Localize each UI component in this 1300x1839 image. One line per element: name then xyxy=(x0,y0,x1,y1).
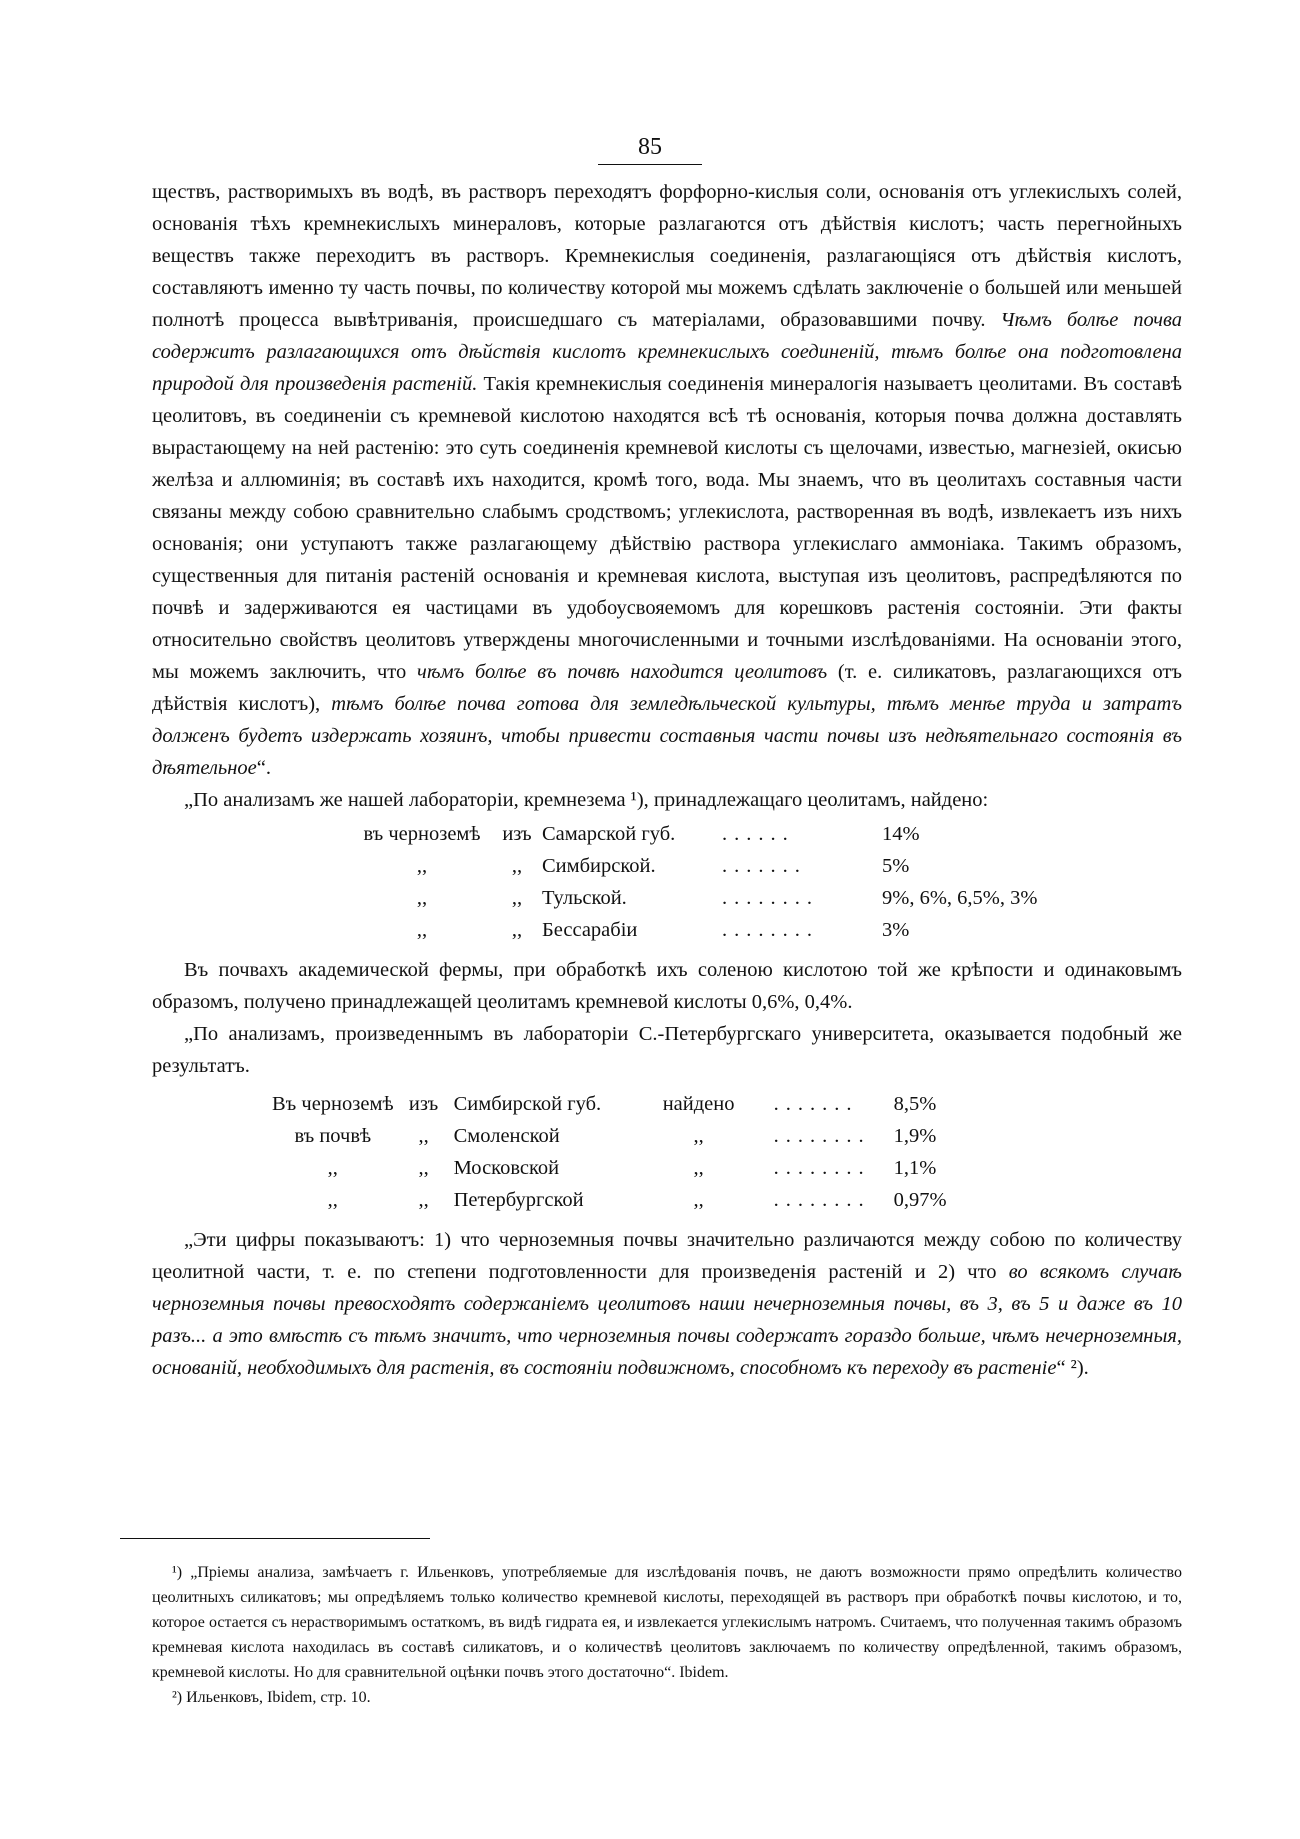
paragraph xyxy=(152,784,1182,816)
table-zeolite-silica-lab xyxy=(352,818,1142,946)
table-cell-val: 0,97% xyxy=(893,1189,947,1211)
footnotes xyxy=(152,1560,1182,1710)
table-cell-val: 3% xyxy=(882,919,910,941)
table-cell-val: 1,9% xyxy=(893,1125,937,1147)
table-cell-c1: ,, xyxy=(327,1157,338,1179)
footnote: ¹) „Пріемы анализа, замѣчаетъ г. Ильенковъ, употребляемые для изслѣдованія почвъ, не даютъ возможности прямо опредѣлить количество цеолитныхъ силикатовъ; мы опредѣляемъ только количество кремневой кислоты, переходящей въ растворъ при обработкѣ почвы кислотою, и то, которое остается съ нерастворимымъ остаткомъ, въ видѣ гидрата ея, и извлекается углекислымъ натромъ. Считаемъ, что полученная такимъ образомъ кремневая кислота находилась въ составѣ силикатовъ, и о количествѣ цеолитовъ заключаемъ по количеству опредѣленной, такимъ образомъ, кремневой кислоты. Но для сравнительной оцѣнки почвъ этого достаточно“. Ibidem. xyxy=(152,1564,1182,1681)
text-run: „Эти цифры показываютъ: 1) что черноземныя почвы значительно различаются между собою по количеству цеолитной части, т. е. по степени подготовленности для произведенія растеній и 2) что xyxy=(152,1229,1182,1283)
table-cell-c1: въ почвѣ xyxy=(294,1125,372,1147)
footnote-rule xyxy=(120,1538,430,1539)
table-cell-c3: Смоленской xyxy=(453,1125,560,1147)
table-cell-c2: ,, xyxy=(418,1157,429,1179)
table-cell-c2: ,, xyxy=(418,1125,429,1147)
table-cell-c2: ,, xyxy=(511,887,523,909)
table-cell-c2: ,, xyxy=(418,1189,429,1211)
footnote: ²) Ильенковъ, Ibidem, стр. 10. xyxy=(172,1689,371,1706)
table-cell-dots: ........ xyxy=(773,1125,871,1147)
text-run: „По анализамъ же нашей лабораторіи, кремнезема ¹), принадлежащаго цеолитамъ, найдено: xyxy=(184,789,989,811)
table-row xyxy=(272,1088,1004,1120)
italic-text-run: чѣмъ болѣе въ почвѣ находится цеолитовъ xyxy=(417,661,828,683)
table-cell-c2: изъ xyxy=(502,823,532,845)
table-row xyxy=(272,1152,1004,1184)
table-cell-val: 9%, 6%, 6,5%, 3% xyxy=(882,887,1038,909)
main-text xyxy=(152,176,1182,1384)
table-cell-dots: ....... xyxy=(773,1093,859,1115)
table-row xyxy=(272,1120,1004,1152)
table-cell-c3: Петербургской xyxy=(453,1189,584,1211)
italic-text-run: тѣмъ болѣе почва готова для земледѣльческой культуры, тѣмъ менѣе труда и затратъ долженъ будетъ издержать хозяинъ, чтобы привести составныя части почвы изъ недѣятельнаго состоянія въ дѣятельное xyxy=(152,693,1182,779)
table-cell-c3: Симбирской. xyxy=(542,855,656,877)
italic-text-run: Чѣмъ болѣе почва содержитъ разлагающихся отъ дѣйствія кислотъ кремнекислыхъ соединеній, тѣмъ болѣе она подготовлена природой для произведенія растеній. xyxy=(152,309,1182,395)
paragraph xyxy=(152,176,1182,784)
table-cell-c1: ,, xyxy=(416,855,428,877)
table-cell-dots: ....... xyxy=(722,855,807,877)
table-cell-c1: ,, xyxy=(416,919,428,941)
table-cell-c4: найдено xyxy=(662,1093,735,1115)
italic-text-run: во всякомъ случаѣ черноземныя почвы превосходятъ содержаніемъ цеолитовъ наши нечерноземныя почвы, въ 3, въ 5 и даже въ 10 разъ... а это вмѣстѣ съ тѣмъ значитъ, что черноземныя почвы содержатъ гораздо больше, чѣмъ нечерноземныя, основаній, необходимыхъ для растенія, въ состояніи подвижномъ, способномъ къ переходу въ растеніе xyxy=(152,1261,1182,1379)
table-cell-c1: ,, xyxy=(327,1189,338,1211)
table-cell-c4: ,, xyxy=(693,1157,704,1179)
table-cell-c2: ,, xyxy=(511,855,523,877)
table-row xyxy=(352,818,1142,850)
table-cell-dots: ...... xyxy=(722,823,795,845)
paragraph-group-1 xyxy=(152,176,1182,816)
page-number-rule xyxy=(598,164,702,165)
table-cell-c4: ,, xyxy=(693,1189,704,1211)
table-cell-c3: Бессарабіи xyxy=(542,919,638,941)
text-run: “ ²). xyxy=(1056,1357,1089,1379)
table-cell-c4: ,, xyxy=(693,1125,704,1147)
text-run: “. xyxy=(256,757,271,779)
page-number: 85 xyxy=(638,134,662,160)
paragraph-group-2 xyxy=(152,954,1182,1082)
table-cell-val: 5% xyxy=(882,855,910,877)
text-run: „По анализамъ, произведеннымъ въ лабораторіи С.-Петербургскаго университета, оказывается подобный же результатъ. xyxy=(152,1023,1182,1077)
table-cell-c1: Въ черноземѣ xyxy=(272,1093,394,1115)
table-zeolite-silica-university xyxy=(272,1088,1004,1216)
paragraph xyxy=(152,954,1182,1018)
table-cell-c1: въ черноземѣ xyxy=(363,823,481,845)
text-run: ществъ, растворимыхъ въ водѣ, въ растворъ переходятъ форфорно-кислыя соли, основанія отъ углекислыхъ солей, основанія тѣхъ кремнекислыхъ минераловъ, которые разлагаются отъ дѣйствія кислотъ; часть перегнойныхъ веществъ также переходитъ въ растворъ. Кремнекислыя соединенія, разлагающіяся отъ дѣйствія кислотъ, составляютъ именно ту часть почвы, по количеству которой мы можемъ сдѣлать заключеніе о большей или меньшей полнотѣ процесса вывѣтриванія, происшедшаго съ матеріалами, образовавшими почву. xyxy=(152,181,1182,331)
table-row xyxy=(352,914,1142,946)
text-run: (т. е. силикатовъ, разлагающихся отъ дѣйствія кислотъ), xyxy=(152,661,1182,715)
table-cell-c1: ,, xyxy=(416,887,428,909)
table-cell-c3: Самарской губ. xyxy=(542,823,676,845)
text-run: Въ почвахъ академической фермы, при обработкѣ ихъ соленою кислотою той же крѣпости и одинаковымъ образомъ, получено принадлежащей цеолитамъ кремневой кислоты 0,6%, 0,4%. xyxy=(152,959,1182,1013)
table-row xyxy=(352,882,1142,914)
table-cell-c3: Симбирской губ. xyxy=(453,1093,602,1115)
table-cell-dots: ........ xyxy=(773,1189,871,1211)
table-cell-c3: Тульской. xyxy=(542,887,627,909)
table-cell-val: 1,1% xyxy=(893,1157,937,1179)
paragraph xyxy=(152,1018,1182,1082)
text-run: Такія кремнекислыя соединенія минералогія называетъ цеолитами. Въ составѣ цеолитовъ, въ соединеніи съ кремневой кислотою находятся всѣ тѣ основанія, которыя почва должна доставлять вырастающему на ней растенію: это суть соединенія кремневой кислоты съ щелочами, известью, магнезіей, окисью желѣза и аллюминія; въ составѣ ихъ находится, кромѣ того, вода. Мы знаемъ, что въ цеолитахъ составныя части связаны между собою сравнительно слабымъ сродствомъ; углекислота, растворенная въ водѣ, извлекаетъ изъ нихъ основанія; они уступаютъ также разлагающему дѣйствію раствора углекислаго аммоніака. Такимъ образомъ, существенныя для питанія растеній основанія и кремневая кислота, выступая изъ цеолитовъ, распредѣляются по почвѣ и задерживаются ея частицами въ удобоусвояемомъ для корешковъ растенія состояніи. Эти факты относительно свойствъ цеолитовъ утверждены многочисленными и точными изслѣдованіями. На основаніи этого, мы можемъ заключить, что xyxy=(152,373,1183,683)
table-cell-val: 14% xyxy=(882,823,920,845)
paragraph-group-3 xyxy=(152,1224,1182,1384)
table-cell-c3: Московской xyxy=(453,1157,560,1179)
table-cell-dots: ........ xyxy=(722,919,819,941)
table-row xyxy=(352,850,1142,882)
paragraph xyxy=(152,1224,1182,1384)
table-row xyxy=(272,1184,1004,1216)
table-cell-dots: ........ xyxy=(773,1157,871,1179)
table-cell-c2: ,, xyxy=(511,919,523,941)
table-cell-c2: изъ xyxy=(408,1093,439,1115)
table-cell-dots: ........ xyxy=(722,887,819,909)
table-cell-val: 8,5% xyxy=(893,1093,937,1115)
